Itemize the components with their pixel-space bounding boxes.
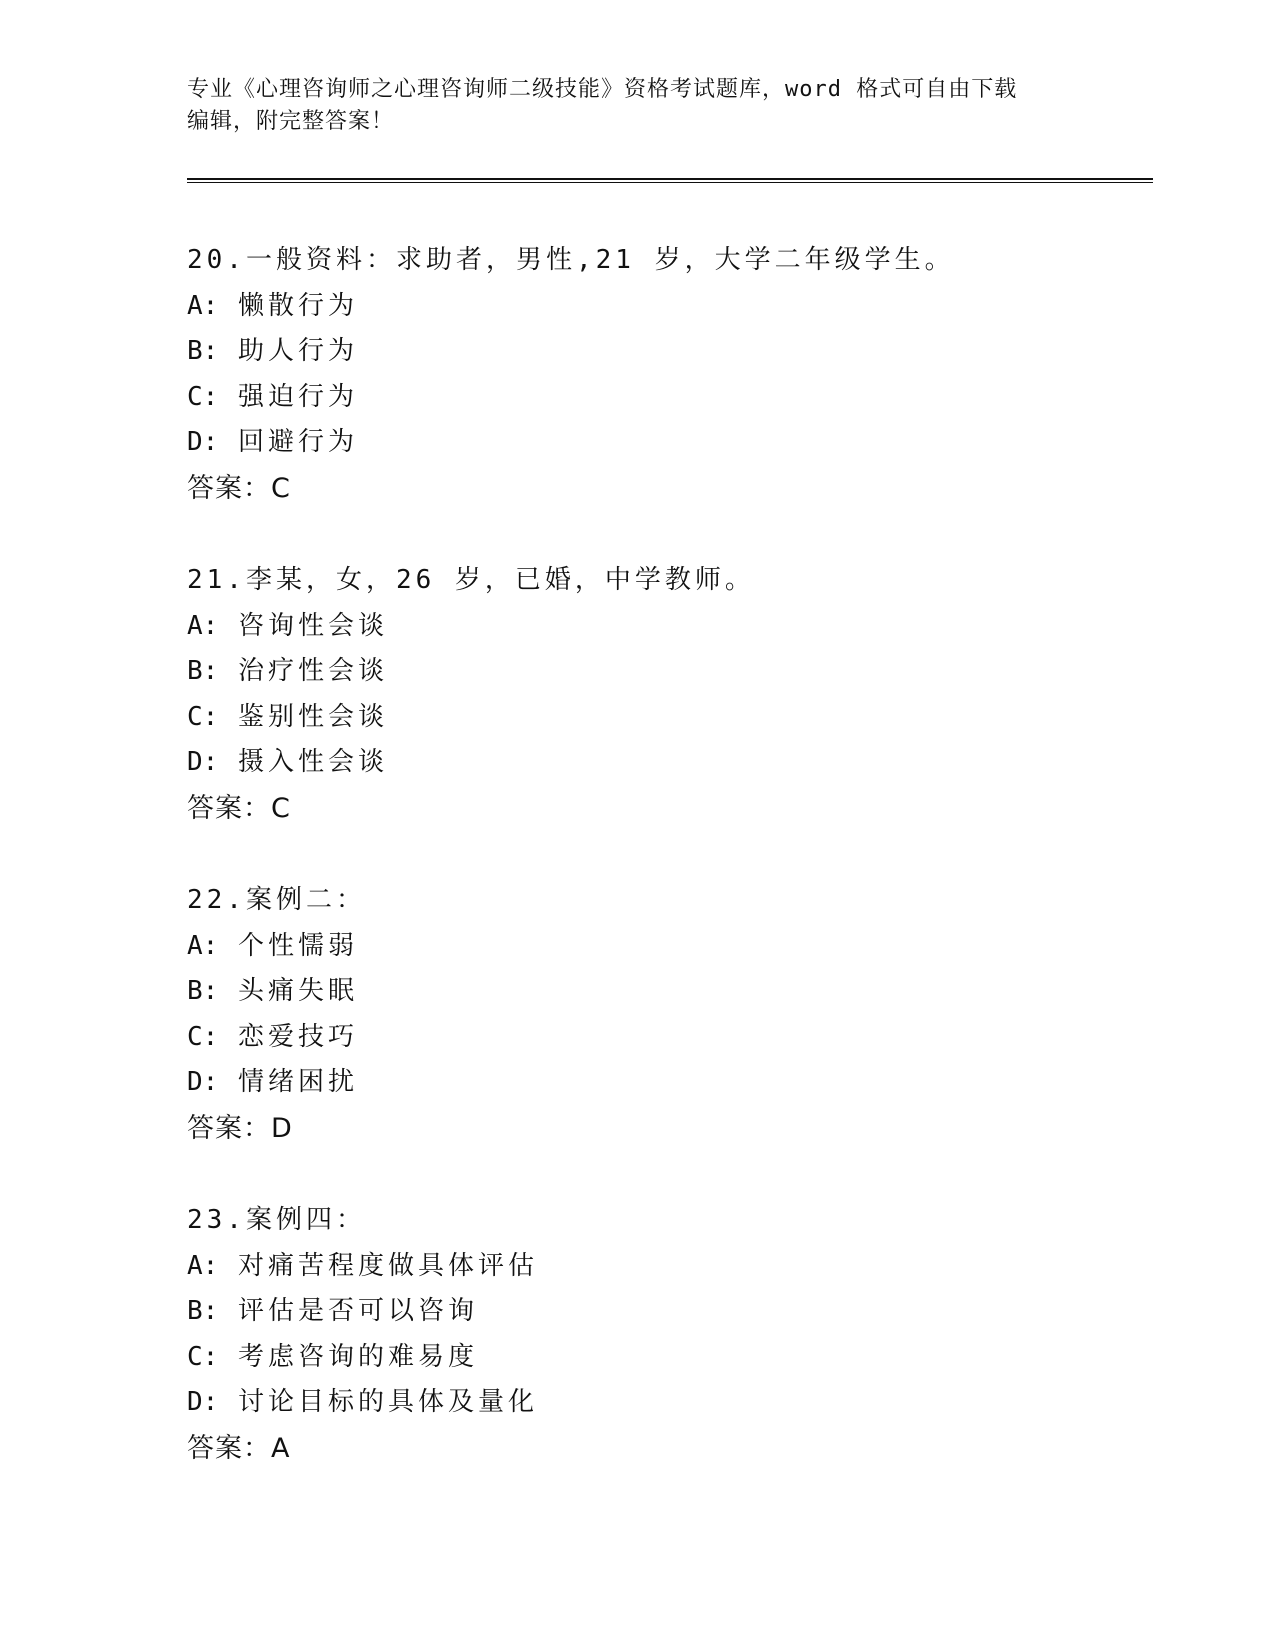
question-stem: 22.案例二： (187, 885, 366, 915)
question-21 (187, 558, 1147, 878)
option-text: 恋爱技巧 (237, 1021, 358, 1052)
option-a (187, 1244, 1147, 1290)
answer-line: 答案：C (187, 792, 291, 824)
option-label: A: (187, 290, 219, 321)
option-d (187, 1060, 1147, 1106)
option-text: 考虑咨询的难易度 (237, 1341, 478, 1372)
option-c (187, 1015, 1147, 1061)
option-a (187, 604, 1147, 650)
option-label: C: (187, 701, 219, 732)
option-b (187, 969, 1147, 1015)
option-label: D: (187, 427, 219, 457)
option-label: A: (187, 610, 219, 641)
option-text: 治疗性会谈 (237, 656, 388, 686)
option-text: 回避行为 (237, 427, 358, 457)
option-c (187, 1335, 1147, 1381)
question-stem: 21.李某，女，26 岁，已婚，中学教师。 (187, 565, 755, 595)
option-label: B: (187, 976, 219, 1006)
option-text: 鉴别性会谈 (237, 701, 388, 732)
option-text: 对痛苦程度做具体评估 (237, 1250, 538, 1281)
answer-line: 答案：A (187, 1432, 291, 1464)
option-label: B: (187, 1296, 219, 1326)
option-text: 讨论目标的具体及量化 (237, 1387, 538, 1417)
question-stem: 23.案例四： (187, 1205, 366, 1235)
option-label: D: (187, 747, 219, 777)
option-text: 头痛失眠 (237, 976, 358, 1006)
question-list (187, 238, 1147, 1518)
option-b (187, 649, 1147, 695)
option-c (187, 695, 1147, 741)
option-d (187, 740, 1147, 786)
question-20 (187, 238, 1147, 558)
option-text: 情绪困扰 (237, 1067, 358, 1097)
question-stem: 20.一般资料：求助者，男性,21 岁，大学二年级学生。 (187, 245, 955, 275)
option-text: 摄入性会谈 (237, 747, 388, 777)
question-23 (187, 1198, 1147, 1518)
option-b (187, 329, 1147, 375)
option-a (187, 284, 1147, 330)
option-label: A: (187, 930, 219, 961)
option-text: 强迫行为 (237, 381, 358, 412)
header-divider (187, 178, 1153, 183)
option-a (187, 924, 1147, 970)
header-line-1: 专业《心理咨询师之心理咨询师二级技能》资格考试题库，word 格式可自由下载 (187, 77, 1018, 102)
option-c (187, 375, 1147, 421)
option-text: 懒散行为 (237, 290, 358, 321)
option-label: C: (187, 381, 219, 412)
divider-thin-line (187, 182, 1153, 183)
option-text: 咨询性会谈 (237, 610, 388, 641)
option-label: D: (187, 1387, 219, 1417)
question-22 (187, 878, 1147, 1198)
option-d (187, 1380, 1147, 1426)
option-text: 评估是否可以咨询 (237, 1296, 478, 1326)
option-text: 助人行为 (237, 336, 358, 366)
option-label: C: (187, 1021, 219, 1052)
answer-line: 答案：D (187, 1112, 293, 1144)
option-label: C: (187, 1341, 219, 1372)
answer-line: 答案：C (187, 472, 291, 504)
divider-thick-line (187, 178, 1153, 180)
option-b (187, 1289, 1147, 1335)
document-header (187, 74, 1087, 138)
option-label: D: (187, 1067, 219, 1097)
option-label: B: (187, 656, 219, 686)
option-d (187, 420, 1147, 466)
header-line-2: 编辑，附完整答案！ (187, 109, 395, 134)
option-label: B: (187, 336, 219, 366)
option-text: 个性懦弱 (237, 930, 358, 961)
option-label: A: (187, 1250, 219, 1281)
